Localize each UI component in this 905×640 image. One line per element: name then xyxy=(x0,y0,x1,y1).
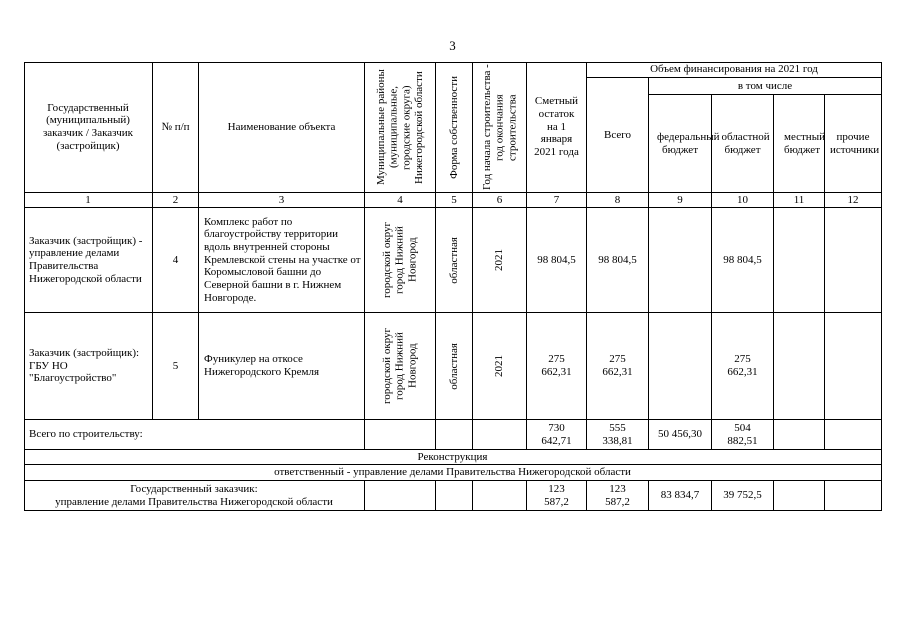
total-row-federal: 50 456,30 xyxy=(649,420,712,450)
row2-other xyxy=(825,313,882,420)
row1-estimate: 98 804,5 xyxy=(527,208,587,313)
row2-customer: Заказчик (застройщик): ГБУ НО "Благоустройство" xyxy=(24,313,153,420)
gov-row-ownership xyxy=(436,481,473,511)
row2-ownership: областная xyxy=(436,313,473,420)
row1-ownership: областная xyxy=(436,208,473,313)
header-municipal: Муниципальные районы (муниципальные, городские округа) Нижегородской области xyxy=(365,62,436,193)
header-object: Наименование объекта xyxy=(199,62,365,193)
header-other: прочие источники xyxy=(825,95,882,193)
total-row-label: Всего по строительству: xyxy=(24,420,365,450)
header-estimate: Сметный остаток на 1 января 2021 года xyxy=(527,62,587,193)
colnum-9: 9 xyxy=(649,193,712,208)
row1-federal xyxy=(649,208,712,313)
gov-row-label: Государственный заказчик: управление делами Правительства Нижегородской области xyxy=(24,481,365,511)
total-row-ownership xyxy=(436,420,473,450)
row2-regional: 275 662,31 xyxy=(712,313,774,420)
row2-federal xyxy=(649,313,712,420)
row2-municipal: городской округ город Нижний Новгород xyxy=(365,313,436,420)
page-number: 3 xyxy=(449,38,456,53)
total-row-local xyxy=(774,420,825,450)
colnum-2: 2 xyxy=(153,193,199,208)
colnum-12: 12 xyxy=(825,193,882,208)
row2-total: 275 662,31 xyxy=(587,313,649,420)
colnum-3: 3 xyxy=(199,193,365,208)
header-num: № п/п xyxy=(153,62,199,193)
section-reconstruction: Реконструкция xyxy=(24,450,882,465)
row2-object: Фуникулер на откосе Нижегородского Кремля xyxy=(199,313,365,420)
header-funding: Объем финансирования на 2021 год xyxy=(587,62,882,78)
colnum-7: 7 xyxy=(527,193,587,208)
row2-year: 2021 xyxy=(473,313,527,420)
gov-row-year xyxy=(473,481,527,511)
header-total: Всего xyxy=(587,78,649,193)
row1-municipal: городской округ город Нижний Новгород xyxy=(365,208,436,313)
row2-estimate: 275 662,31 xyxy=(527,313,587,420)
colnum-6: 6 xyxy=(473,193,527,208)
total-row-other xyxy=(825,420,882,450)
colnum-5: 5 xyxy=(436,193,473,208)
gov-row-local xyxy=(774,481,825,511)
row1-other xyxy=(825,208,882,313)
row1-local xyxy=(774,208,825,313)
gov-row-municipal xyxy=(365,481,436,511)
header-ownership: Форма собственности xyxy=(436,62,473,193)
gov-row-total: 123 587,2 xyxy=(587,481,649,511)
colnum-10: 10 xyxy=(712,193,774,208)
row1-object: Комплекс работ по благоустройству территории вдоль внутренней стороны Кремлевской стены на участке от Коромысловой башни до Северной башни в г. Нижнем Новгороде. xyxy=(199,208,365,313)
section-responsible: ответственный - управление делами Правительства Нижегородской области xyxy=(24,465,882,481)
total-row-regional: 504 882,51 xyxy=(712,420,774,450)
total-row-estimate: 730 642,71 xyxy=(527,420,587,450)
colnum-1: 1 xyxy=(24,193,153,208)
gov-row-federal: 83 834,7 xyxy=(649,481,712,511)
header-regional: областной бюджет xyxy=(712,95,774,193)
colnum-11: 11 xyxy=(774,193,825,208)
row1-year: 2021 xyxy=(473,208,527,313)
gov-row-other xyxy=(825,481,882,511)
row2-local xyxy=(774,313,825,420)
gov-row-estimate: 123 587,2 xyxy=(527,481,587,511)
gov-row-regional: 39 752,5 xyxy=(712,481,774,511)
row1-customer: Заказчик (застройщик) - управление делами Правительства Нижегородской области xyxy=(24,208,153,313)
header-years: Год начала строительства - год окончания строительства xyxy=(473,62,527,193)
row1-regional: 98 804,5 xyxy=(712,208,774,313)
colnum-4: 4 xyxy=(365,193,436,208)
row1-total: 98 804,5 xyxy=(587,208,649,313)
header-local: местный бюджет xyxy=(774,95,825,193)
total-row-total: 555 338,81 xyxy=(587,420,649,450)
total-row-year xyxy=(473,420,527,450)
header-customer: Государственный (муниципальный) заказчик / Заказчик (застройщик) xyxy=(24,62,153,193)
row1-num: 4 xyxy=(153,208,199,313)
row2-num: 5 xyxy=(153,313,199,420)
colnum-8: 8 xyxy=(587,193,649,208)
header-including: в том числе xyxy=(649,78,882,95)
total-row-municipal xyxy=(365,420,436,450)
header-federal: федеральный бюджет xyxy=(649,95,712,193)
